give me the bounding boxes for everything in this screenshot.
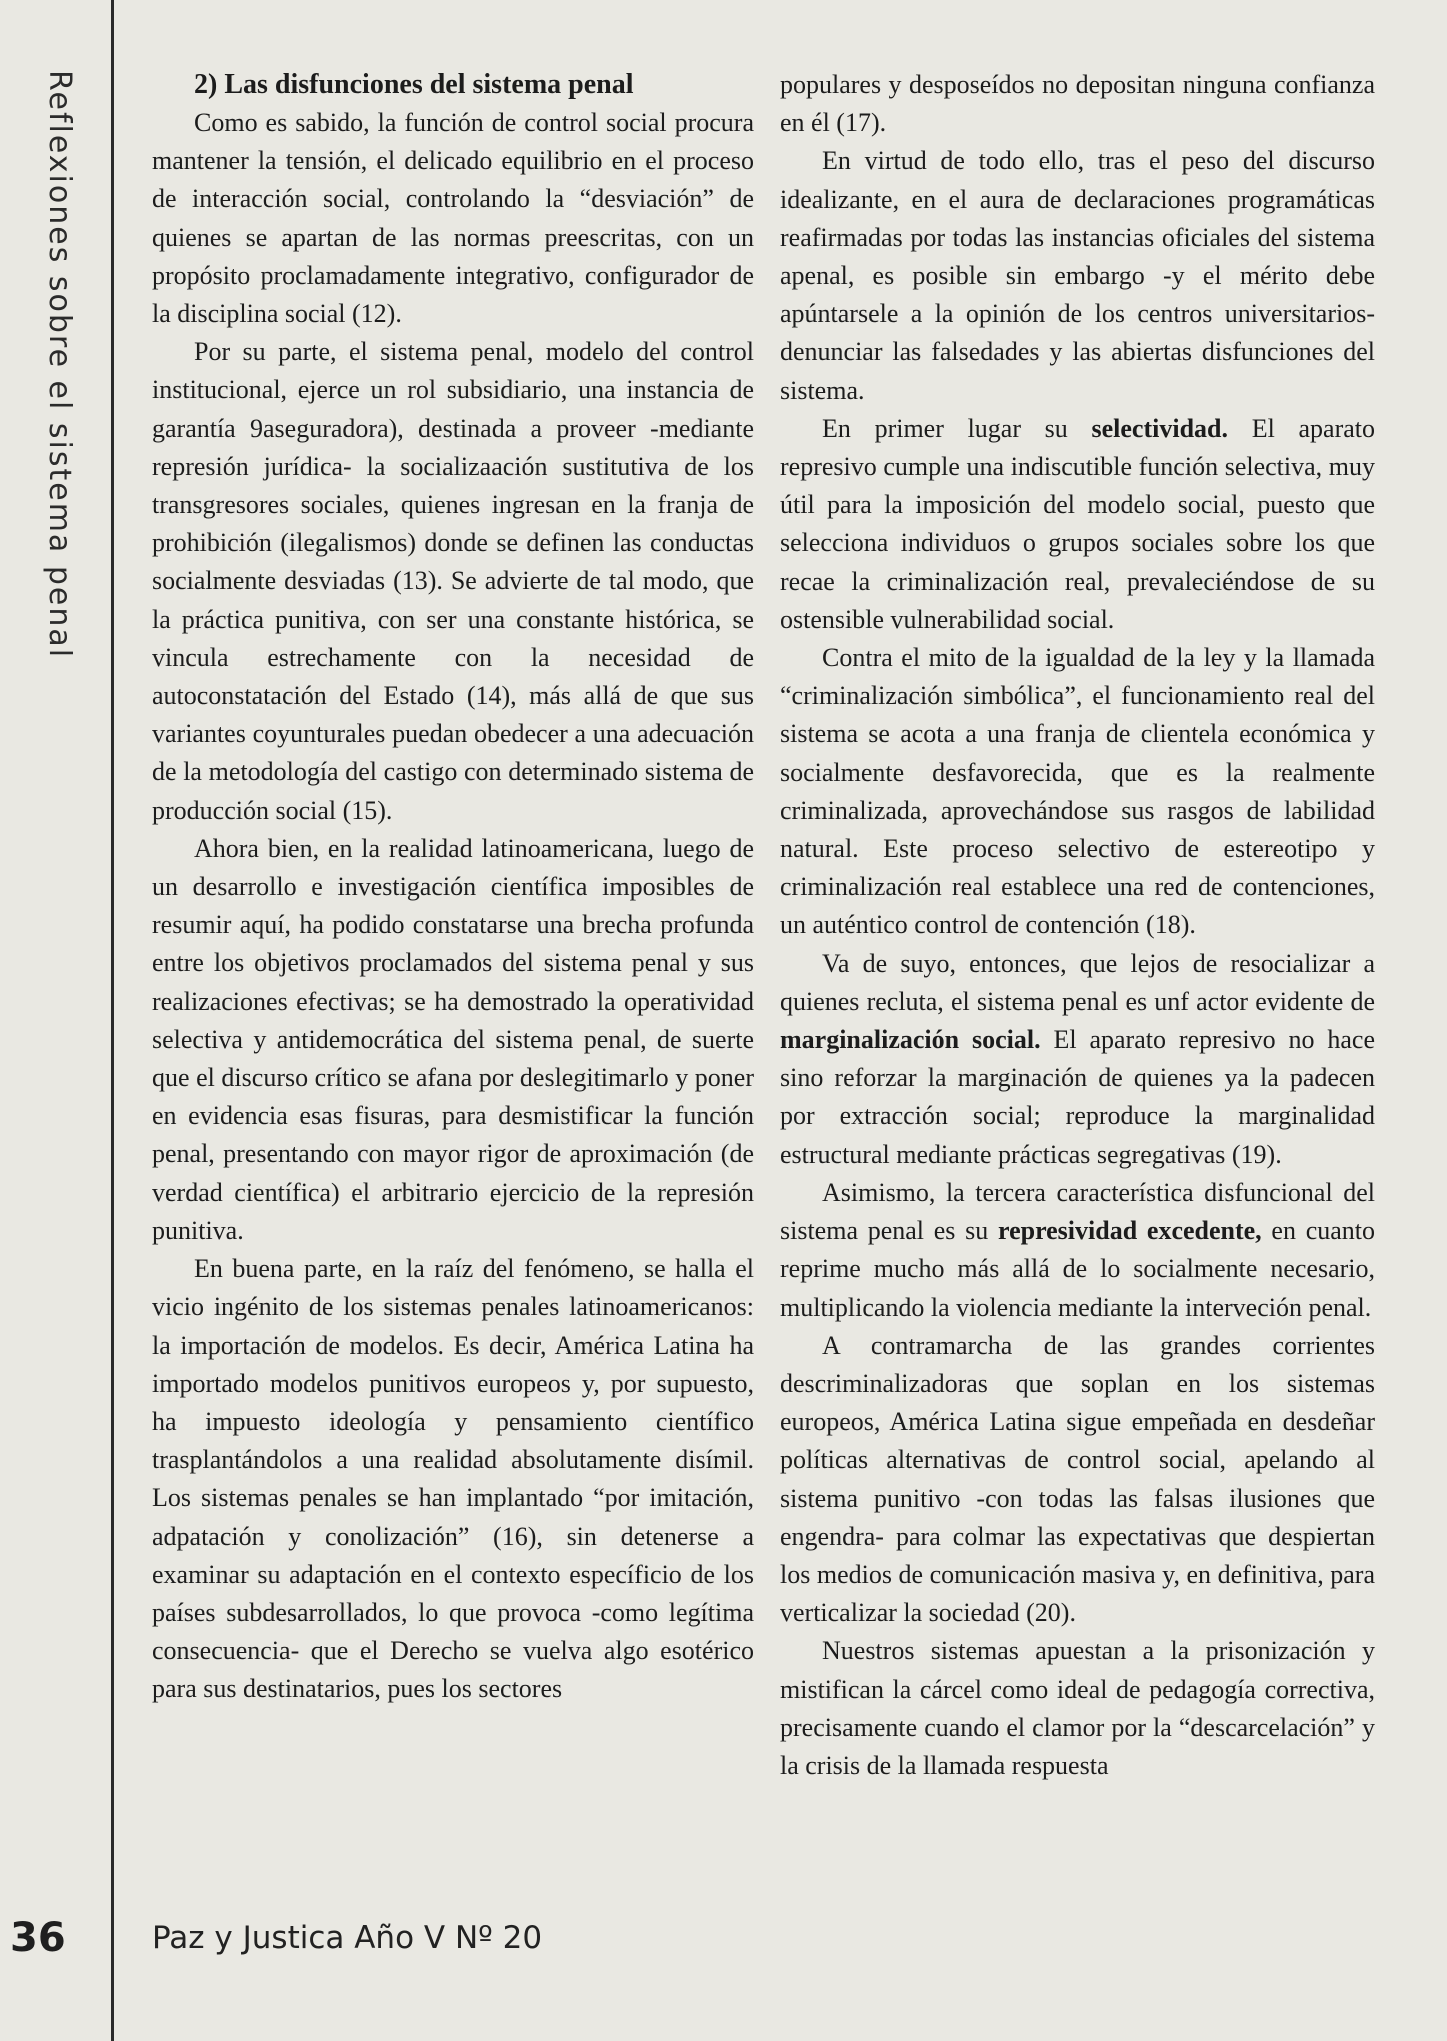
paragraph: Nuestros sistemas apuestan a la prisonización y mistifican la cárcel como ideal de pedagogía correctiva, precisamente cuando el clamor por la “descarcelación” y la crisis de la llamada respuesta xyxy=(780,1636,1375,1780)
right-column xyxy=(780,66,1375,1785)
margin-rule xyxy=(111,0,114,2041)
section-heading: 2) Las disfunciones del sistema penal xyxy=(194,69,634,100)
paragraph: Ahora bien, en la realidad latinoamericana, luego de un desarrollo e investigación científica imposibles de resumir aquí, ha podido constatarse una brecha profunda entre los objetivos proclamados del sistema penal y sus realizaciones efectivas; se ha demostrado la operatividad selectiva y antidemocrática del sistema penal, de suerte que el discurso crítico se afana por deslegitimarlo y poner en evidencia esas fisuras, para desmistificar la función penal, presentando con mayor rigor de aproximación (de verdad científica) el arbitrario ejercicio de la represión punitiva. xyxy=(152,833,754,1245)
text-run: El aparato represivo no hace sino reforzar la marginación de quienes ya la padecen por extracción social; reproduce la marginalidad estructural mediante prácticas segregativas (19). xyxy=(780,1025,1375,1169)
footer-publication: Paz y Justica Año V Nº 20 xyxy=(152,1920,543,1956)
running-title: Reflexiones sobre el sistema penal xyxy=(42,70,77,660)
left-column xyxy=(152,66,754,1709)
paragraph xyxy=(780,1174,1375,1327)
paragraph: populares y desposeídos no depositan ninguna confianza en él (17). xyxy=(780,70,1375,138)
text-run: El aparato represivo cumple una indiscutible función selectiva, muy útil para la imposición del modelo social, puesto que selecciona individuos o grupos sociales sobre los que recae la criminalización real, prevaleciéndose de su ostensible vulnerabilidad social. xyxy=(780,413,1375,634)
paragraph: Como es sabido, la función de control social procura mantener la tensión, el delicado equilibrio en el proceso de interacción social, controlando la “desviación” de quienes se apartan de las normas preescritas, con un propósito proclamadamente integrativo, configurador de la disciplina social (12). xyxy=(152,108,754,329)
paragraph: En buena parte, en la raíz del fenómeno, se halla el vicio ingénito de los sistemas penales latinoamericanos: la importación de modelos. Es decir, América Latina ha importado modelos punitivos europeos y, por supuesto, ha impuesto ideología y pensamiento científico trasplantándolos a una realidad absolutamente disímil. Los sistemas penales se han implantado “por imitación, adpatación y conolización” (16), sin detenerse a examinar su adaptación en el contexto específicio de los países subdesarrollados, lo que provoca -como legítima consecuencia- que el Derecho se vuelva algo esotérico para sus destinatarios, pues los sectores xyxy=(152,1254,754,1704)
text-run: En primer lugar su xyxy=(822,413,1092,443)
text-run: Va de suyo, entonces, que lejos de resocializar a quienes recluta, el sistema penal es unf actor evidente de xyxy=(780,948,1375,1016)
paragraph: Por su parte, el sistema penal, modelo del control institucional, ejerce un rol subsidiario, una instancia de garantía 9aseguradora), destinada a proveer -mediante represión jurídica- la socializaación sustitutiva de los transgresores sociales, quienes ingresan en la franja de prohibición (ilegalismos) donde se definen las conductas socialmente desviadas (13). Se advierte de tal modo, que la práctica punitiva, con ser una constante histórica, se vincula estrechamente con la necesidad de autoconstatación del Estado (14), más allá de que sus variantes coyunturales puedan obedecer a una adecuación de la metodología del castigo con determinado sistema de producción social (15). xyxy=(152,337,754,825)
paragraph xyxy=(780,945,1375,1174)
emphasis: selectividad. xyxy=(1091,413,1228,443)
page-number: 36 xyxy=(10,1915,66,1961)
paragraph: A contramarcha de las grandes corrientes descriminalizadoras que soplan en los sistemas europeos, América Latina sigue empeñada en desdeñar políticas alternativas de control social, apelando al sistema punitivo -con todas las falsas ilusiones que engendra- para colmar las expectativas que despiertan los medios de comunicación masiva y, en definitiva, para verticalizar la sociedad (20). xyxy=(780,1330,1375,1628)
paragraph: Contra el mito de la igualdad de la ley y la llamada “criminalización simbólica”, el funcionamiento real del sistema se acota a una franja de clientela económica y socialmente desfavorecida, que es la realmente criminalizada, aprovechándose sus rasgos de labilidad natural. Este proceso selectivo de estereotipo y criminalización real establece una red de contenciones, un auténtico control de contención (18). xyxy=(780,643,1375,940)
emphasis: marginalización social. xyxy=(780,1025,1041,1055)
emphasis: represividad excedente, xyxy=(998,1216,1262,1246)
text-run: Asimismo, la tercera característica disfuncional del sistema penal es su xyxy=(780,1177,1375,1246)
text-run: en cuanto reprime mucho más allá de lo socialmente necesario, multiplicando la violencia mediante la interveción penal. xyxy=(780,1216,1375,1322)
paragraph: En virtud de todo ello, tras el peso del discurso idealizante, en el aura de declaraciones programáticas reafirmadas por todas las instancias oficiales del sistema apenal, es posible sin embargo -y el mérito debe apúntarsele a la opinión de los centros universitarios- denunciar las falsedades y las abiertas disfunciones del sistema. xyxy=(780,146,1375,405)
paragraph xyxy=(780,410,1375,639)
